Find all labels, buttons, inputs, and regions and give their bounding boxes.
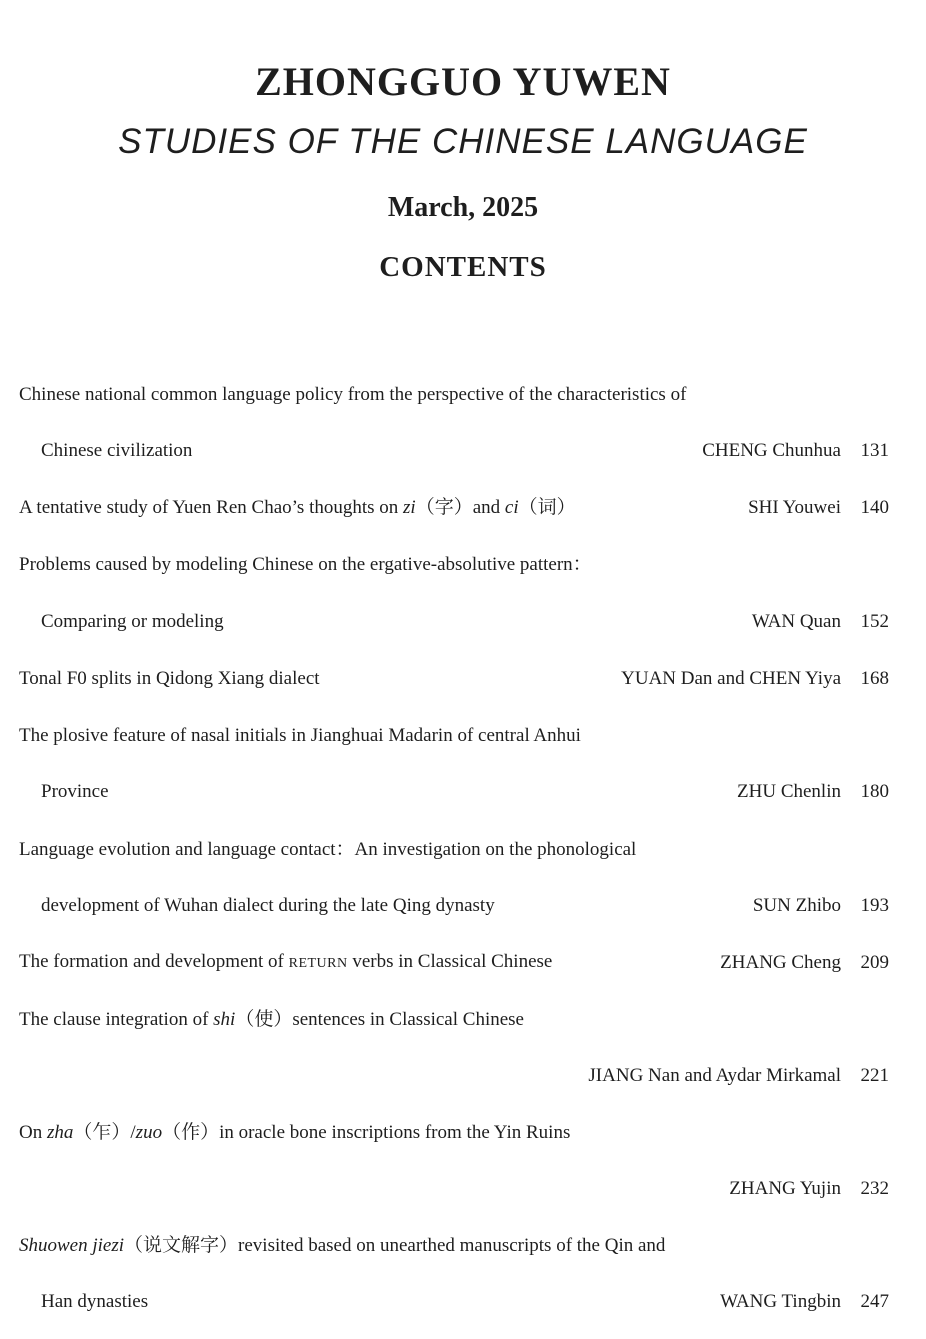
- toc-entry-6-leader-line: [41, 891, 889, 921]
- toc-entry-6-title-line: [19, 835, 879, 865]
- toc-entry-3-leader-line: [41, 607, 889, 637]
- toc-entry-4-line: [19, 664, 889, 694]
- toc-entry-1-title-line: [19, 380, 879, 410]
- toc-entry-4-title: Tonal F0 splits in Qidong Xiang dialect: [19, 668, 320, 689]
- toc-entry-3-title: Problems caused by modeling Chinese on the ergative-absolutive pattern：: [19, 554, 592, 575]
- toc-entry-3-title-cont: Comparing or modeling: [41, 611, 224, 632]
- toc-entry-9-title-line: [19, 1118, 879, 1148]
- journal-subtitle: STUDIES OF THE CHINESE LANGUAGE: [118, 122, 808, 161]
- toc-entry-10-author: WANG Tingbin: [720, 1291, 841, 1312]
- toc-entry-4-author: YUAN Dan and CHEN Yiya: [621, 668, 841, 689]
- toc-entry-4-page: 168: [860, 668, 889, 689]
- leader-dots: [117, 777, 729, 807]
- toc-entry-5-page: 180: [860, 781, 889, 802]
- contents-heading: CONTENTS: [379, 251, 547, 283]
- toc-entry-8-title: The clause integration of shi（使）sentences in Classical Chinese: [19, 1009, 524, 1030]
- leader-dots: [560, 948, 712, 978]
- leader-dots: [47, 1061, 580, 1091]
- toc-entry-10-title-line: [19, 1231, 879, 1261]
- toc-entry-2-author: SHI Youwei: [748, 497, 841, 518]
- toc-entry-10-page: 247: [860, 1291, 889, 1312]
- toc-entry-8-leader-line: [19, 1061, 889, 1091]
- toc-entry-7-author: ZHANG Cheng: [720, 952, 841, 973]
- leader-dots: [156, 1287, 712, 1317]
- toc-entry-3-title-line: [19, 550, 879, 580]
- toc-entry-9-author: ZHANG Yujin: [729, 1178, 841, 1199]
- toc-entry-6-title: Language evolution and language contact：An investigation on the phonological: [19, 839, 637, 860]
- toc-entry-6-page: 193: [860, 895, 889, 916]
- toc-entry-5-title-cont: Province: [41, 781, 109, 802]
- toc-entry-5-leader-line: [41, 777, 889, 807]
- toc-entry-7-line: [19, 948, 889, 978]
- leader-dots: [503, 891, 745, 921]
- toc-entry-9-page: 232: [860, 1178, 889, 1199]
- toc-entry-10-title: Shuowen jiezi（说文解字）revisited based on unearthed manuscripts of the Qin and: [19, 1235, 666, 1256]
- toc-entry-10-title-cont: Han dynasties: [41, 1291, 149, 1312]
- toc-entry-5-title: The plosive feature of nasal initials in Jianghuai Madarin of central Anhui: [19, 725, 581, 746]
- toc-entry-9-leader-line: [19, 1174, 889, 1204]
- toc-entry-2-title: A tentative study of Yuen Ren Chao’s thoughts on zi（字）and ci（词）: [19, 497, 576, 518]
- toc-entry-1-title: Chinese national common language policy from the perspective of the characteristics of: [19, 384, 687, 405]
- issue-date: March, 2025: [387, 192, 539, 223]
- toc-entry-2-page: 140: [860, 497, 889, 518]
- toc-entry-3-author: WAN Quan: [751, 611, 841, 632]
- toc-entry-1-author: CHENG Chunhua: [702, 440, 841, 461]
- leader-dots: [232, 607, 744, 637]
- toc-entry-1-leader-line: [41, 436, 889, 466]
- toc-entry-10-leader-line: [41, 1287, 889, 1317]
- leader-dots: [584, 493, 740, 523]
- toc-entry-1-page: 131: [860, 440, 889, 461]
- toc-entry-6-author: SUN Zhibo: [752, 895, 841, 916]
- toc-entry-8-title-line: [19, 1005, 879, 1035]
- toc-entry-9-title: On zha（乍）/zuo（作）in oracle bone inscriptions from the Yin Ruins: [19, 1122, 571, 1143]
- leader-dots: [328, 664, 614, 694]
- toc-entry-8-page: 221: [860, 1065, 889, 1086]
- toc-entry-5-title-line: [19, 721, 879, 751]
- toc-entry-7-title: The formation and development of RETURN verbs in Classical Chinese: [19, 951, 553, 972]
- toc-entry-3-page: 152: [860, 611, 889, 632]
- journal-title: ZHONGGUO YUWEN: [255, 59, 671, 104]
- toc-entry-7-page: 209: [860, 952, 889, 973]
- leader-dots: [200, 436, 694, 466]
- toc-entry-8-author: JIANG Nan and Aydar Mirkamal: [588, 1065, 841, 1086]
- toc-entry-6-title-cont: development of Wuhan dialect during the late Qing dynasty: [41, 895, 495, 916]
- leader-dots: [47, 1174, 721, 1204]
- toc-entry-2-line: [19, 493, 889, 523]
- toc-entry-5-author: ZHU Chenlin: [737, 781, 841, 802]
- toc-entry-1-title-cont: Chinese civilization: [41, 440, 193, 461]
